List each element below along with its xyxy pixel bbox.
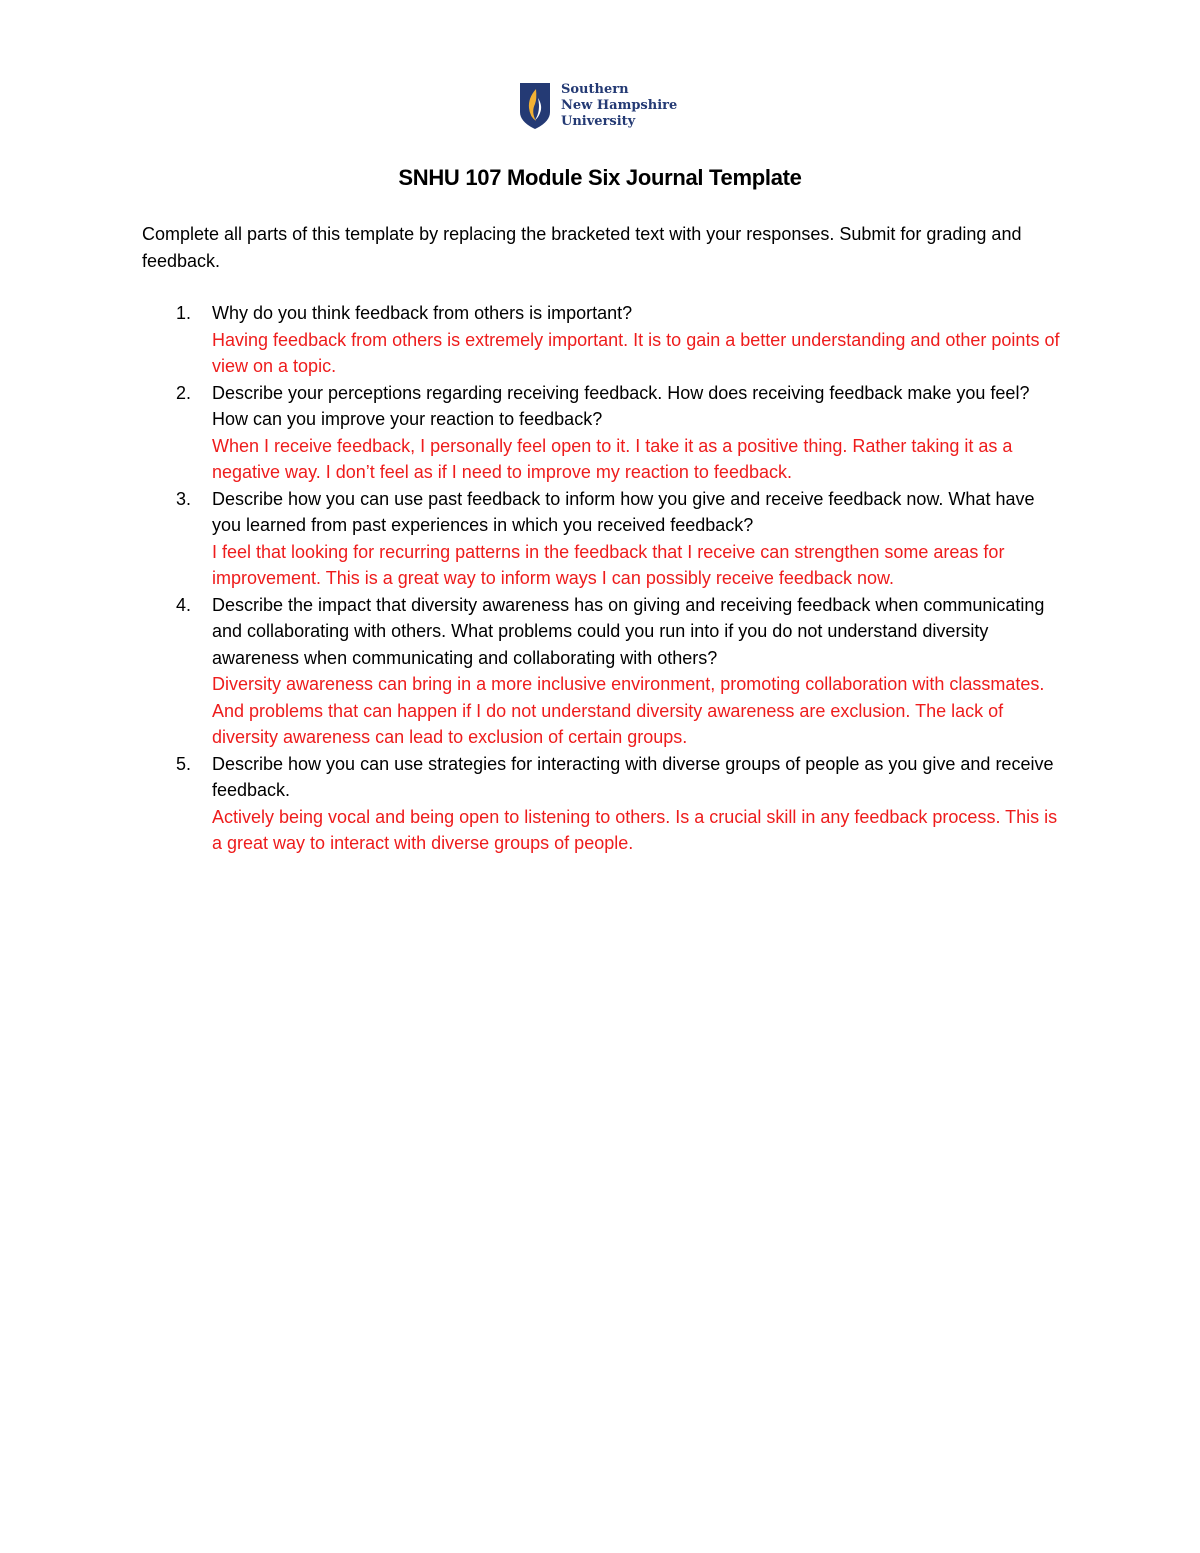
item-number: 3. [176,488,192,509]
item-number: 2. [176,382,192,403]
list-item [142,751,1062,857]
answer-text: I feel that looking for recurring patterns in the feedback that I receive can strengthen some areas for improvement. This is a great way to inform ways I can possibly receive feedback now. [212,541,1005,588]
logo-line-1: Southern [561,82,629,97]
answer-text: Having feedback from others is extremely important. It is to gain a better understanding and other points of view on a topic. [212,329,1060,376]
answer-text: When I receive feedback, I personally feel open to it. I take it as a positive thing. Rather taking it as a negative way. I don’t feel as if I need to improve my reaction to feedback. [212,435,1013,482]
instructions-paragraph: Complete all parts of this template by replacing the bracketed text with your responses. Submit for grading and feedback. [142,224,1022,271]
logo-line-3: University [561,114,636,129]
answer-text: Actively being vocal and being open to listening to others. Is a crucial skill in any feedback process. This is a great way to interact with diverse groups of people. [212,806,1058,853]
question-prompt: Describe how you can use past feedback to inform how you give and receive feedback now. What have you learned from past experiences in which you received feedback? [212,488,1035,535]
list-item [142,486,1062,592]
item-number: 1. [176,303,192,323]
question-prompt: Describe the impact that diversity awareness has on giving and receiving feedback when communicating and collaborating with others. What problems could you run into if you do not understand diversity awareness when communicating and collaborating with others? [212,594,1045,668]
document-title: SNHU 107 Module Six Journal Template [398,165,802,190]
logo-wordmark [561,82,677,130]
question-prompt: Why do you think feedback from others is important? [212,303,633,323]
snhu-logo [519,82,677,130]
item-number: 4. [176,594,192,615]
list-item [142,300,1062,380]
list-item [142,592,1062,751]
logo-line-2: New Hampshire [561,98,678,113]
item-number: 5. [176,753,192,774]
shield-flame-icon [519,82,551,130]
question-prompt: Describe how you can use strategies for interacting with diverse groups of people as you give and receive feedback. [212,753,1054,800]
question-list [142,300,1062,857]
question-prompt: Describe your perceptions regarding receiving feedback. How does receiving feedback make you feel? How can you improve your reaction to feedback? [212,382,1030,429]
list-item [142,380,1062,486]
answer-text: Diversity awareness can bring in a more inclusive environment, promoting collaboration with classmates. And problems that can happen if I do not understand diversity awareness are exclusion. The lack of diversity awareness can lead to exclusion of certain groups. [212,674,1045,747]
